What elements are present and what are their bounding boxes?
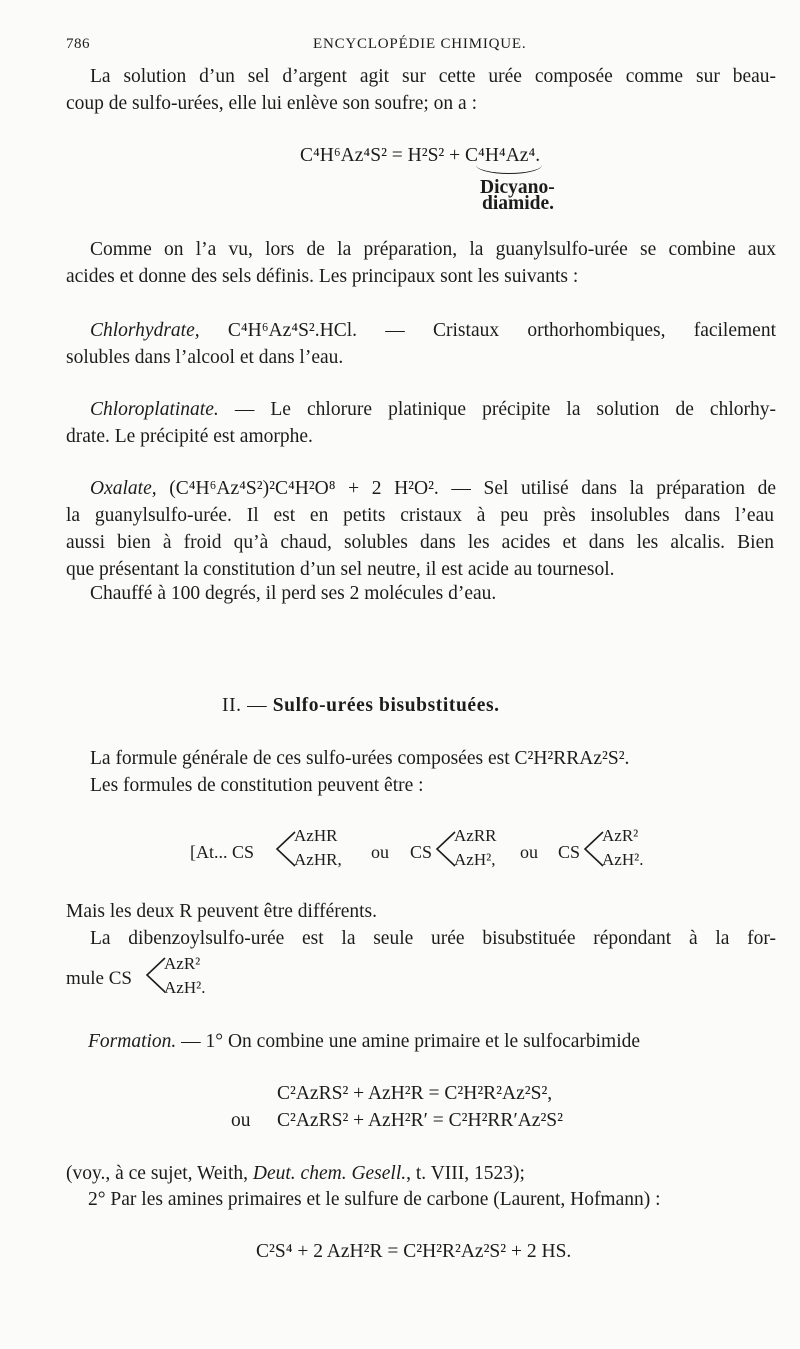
conjunction: ou bbox=[231, 1110, 251, 1131]
paragraph-line: drate. Le précipité est amorphe. bbox=[66, 426, 313, 447]
paragraph-line: que présentant la constitution d’un sel neutre, il est acide au tournesol. bbox=[66, 559, 615, 580]
section-heading bbox=[222, 695, 500, 717]
paragraph-text: (voy., à ce sujet, Weith, bbox=[66, 1163, 253, 1184]
branch-bracket bbox=[582, 830, 604, 868]
constitution-formulas bbox=[190, 826, 690, 876]
section-number: II. — bbox=[222, 695, 268, 716]
paragraph-line: coup de sulfo-urées, elle lui enlève son soufre; on a : bbox=[66, 93, 477, 114]
paragraph-line bbox=[90, 320, 776, 342]
formula-bottom: AzH². bbox=[602, 850, 644, 869]
formula-bottom: AzH². bbox=[164, 978, 206, 997]
term-chlorhydrate: Chlorhydrate, bbox=[90, 320, 200, 341]
formula-lead: CS bbox=[410, 842, 433, 862]
paragraph-line bbox=[66, 1163, 525, 1185]
equation-note: Dicyano- bbox=[480, 177, 555, 198]
formula-lead: CS bbox=[558, 842, 581, 862]
paragraph-line: aussi bien à froid qu’à chaud, solubles dans les acides et dans les alcalis. Bien bbox=[66, 532, 774, 553]
paragraph-line: La dibenzoylsulfo-urée est la seule urée bisubstituée répondant à la for- bbox=[90, 928, 776, 949]
branch-bracket bbox=[434, 830, 456, 868]
paragraph-line: acides et donne des sels définis. Les principaux sont les suivants : bbox=[66, 266, 579, 287]
formula-lead: [At... CS bbox=[190, 842, 255, 862]
paragraph-text: C⁴H⁶Az⁴S².HCl. — Cristaux orthorhombiques, facilement bbox=[199, 320, 776, 341]
equation-dicyanodiamide: C⁴H⁶Az⁴S² = H²S² + C⁴H⁴Az⁴. bbox=[300, 145, 541, 166]
running-title: ENCYCLOPÉDIE CHIMIQUE. bbox=[313, 36, 527, 52]
branch-bracket bbox=[144, 956, 166, 994]
paragraph-text: (C⁴H⁶Az⁴S²)²C⁴H²O⁸ + 2 H²O². — Sel utilisé dans la préparation de bbox=[156, 478, 776, 499]
formula-bottom: AzHR, bbox=[294, 850, 342, 869]
dibenzoyl-formula bbox=[66, 954, 266, 1002]
paragraph-line: Mais les deux R peuvent être différents. bbox=[66, 901, 378, 922]
equation: C²AzRS² + AzH²R = C²H²R²Az²S², bbox=[277, 1083, 553, 1104]
formula-top: AzR² bbox=[602, 826, 639, 845]
paragraph-text: , t. VIII, 1523); bbox=[406, 1163, 525, 1184]
paragraph-line bbox=[90, 399, 776, 421]
paragraph-line: la guanylsulfo-urée. Il est en petits cristaux à peu près insolubles dans l’eau bbox=[66, 505, 774, 526]
section-title: Sulfo-urées bisubstituées. bbox=[272, 695, 500, 716]
term-formation: Formation. bbox=[88, 1031, 177, 1052]
paragraph-line: La formule générale de ces sulfo-urées composées est C²H²RRAz²S². bbox=[90, 748, 630, 769]
conjunction: ou bbox=[371, 842, 389, 862]
paragraph-line: Les formules de constitution peuvent être : bbox=[90, 775, 424, 796]
paragraph-line bbox=[90, 478, 776, 500]
paragraph-text: — Le chlorure platinique précipite la solution de chlorhy- bbox=[218, 399, 776, 420]
page-number: 786 bbox=[66, 36, 90, 52]
paragraph-line: solubles dans l’alcool et dans l’eau. bbox=[66, 347, 344, 368]
term-chloroplatinate: Chloroplatinate. bbox=[90, 399, 219, 420]
paragraph-line: Chauffé à 100 degrés, il perd ses 2 molécules d’eau. bbox=[90, 583, 497, 604]
paragraph-line: La solution d’un sel d’argent agit sur cette urée composée comme sur beau- bbox=[90, 66, 776, 87]
conjunction: ou bbox=[520, 842, 538, 862]
formula-bottom: AzH², bbox=[454, 850, 496, 869]
running-header bbox=[66, 36, 527, 53]
citation-journal: Deut. chem. Gesell. bbox=[252, 1163, 407, 1184]
paragraph-line: Comme on l’a vu, lors de la préparation, la guanylsulfo-urée se combine aux bbox=[90, 239, 776, 260]
paragraph-line bbox=[88, 1031, 640, 1053]
equation: C²S⁴ + 2 AzH²R = C²H²R²Az²S² + 2 HS. bbox=[256, 1241, 572, 1262]
paragraph-line: 2° Par les amines primaires et le sulfure de carbone (Laurent, Hofmann) : bbox=[88, 1189, 661, 1210]
formula-lead: mule CS bbox=[66, 968, 132, 989]
branch-bracket bbox=[274, 830, 296, 868]
term-oxalate: Oxalate, bbox=[90, 478, 157, 499]
formula-top: AzRR bbox=[454, 826, 497, 845]
underbrace bbox=[476, 165, 542, 174]
formula-top: AzR² bbox=[164, 954, 201, 973]
equation-note: diamide. bbox=[482, 193, 555, 214]
equation: C²AzRS² + AzH²R′ = C²H²RR′Az²S² bbox=[277, 1110, 563, 1131]
paragraph-text: — 1° On combine une amine primaire et le sulfocarbimide bbox=[176, 1031, 641, 1052]
formula-top: AzHR bbox=[294, 826, 338, 845]
